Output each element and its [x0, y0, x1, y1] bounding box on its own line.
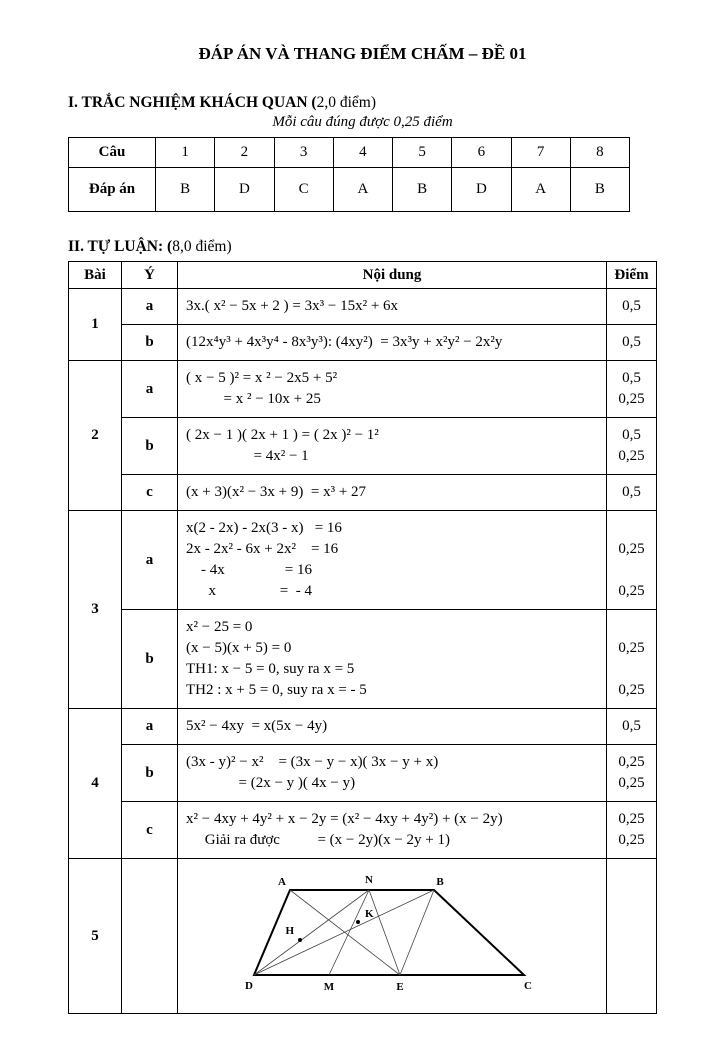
question-row	[69, 138, 630, 168]
point-h-dot	[298, 938, 302, 942]
y-4a: a	[122, 709, 178, 745]
content-line: ( 2x − 1 )( 2x + 1 ) = ( 2x )² − 1²	[186, 427, 379, 443]
section1-heading-rest: 2,0 điểm)	[316, 94, 376, 111]
content-1b	[178, 325, 607, 361]
score-4c	[607, 802, 657, 859]
score-2a	[607, 361, 657, 418]
score-line: 0,25	[618, 640, 645, 656]
y-2a: a	[122, 361, 178, 418]
section1-note: Mỗi câu đúng được 0,25 điểm	[272, 114, 453, 130]
figure-label-a: A	[278, 876, 286, 888]
answer-cell: B	[570, 168, 629, 212]
answer-cell: C	[274, 168, 333, 212]
figure-label-b: B	[436, 876, 444, 888]
content-line: TH2 : x + 5 = 0, suy ra x = - 5	[186, 682, 367, 698]
content-line: ( x − 5 )² = x ² − 2x5 + 5²	[186, 370, 338, 386]
content-line: - 4x = 16	[186, 562, 312, 578]
y-1a: a	[122, 289, 178, 325]
score-line: 0,25	[618, 811, 645, 827]
figure-label-d: D	[245, 980, 253, 992]
score-line	[609, 659, 654, 680]
score-line: 0,5	[622, 484, 641, 500]
row-4a	[69, 709, 657, 745]
content-line: TH1: x − 5 = 0, suy ra x = 5	[186, 661, 355, 677]
answer-cell: D	[452, 168, 511, 212]
answer-cell: A	[333, 168, 392, 212]
content-line: x = - 4	[186, 583, 312, 599]
y-3a: a	[122, 511, 178, 610]
figure-label-e: E	[396, 981, 404, 993]
score-line: 0,25	[618, 583, 645, 599]
row-3b	[69, 610, 657, 709]
score-line: 0,25	[618, 682, 645, 698]
content-line: Giải ra được = (x − 2y)(x − 2y + 1)	[186, 832, 451, 848]
figure-label-h: H	[285, 925, 294, 937]
score-3a	[607, 511, 657, 610]
content-line: (12x⁴y³ + 4x³y⁴ - 8x³y³): (4xy²) = 3x³y + x²y² − 2x²y	[186, 334, 503, 350]
row-5	[69, 859, 657, 1014]
content-line: = x ² − 10x + 25	[186, 391, 321, 407]
content-5	[178, 859, 607, 1014]
content-line: x(2 - 2x) - 2x(3 - x) = 16	[186, 520, 342, 536]
question-cell: 2	[215, 138, 274, 168]
score-line: 0,25	[618, 832, 645, 848]
section2-heading-rest: 8,0 điểm)	[172, 238, 232, 255]
row-1b	[69, 325, 657, 361]
y-3b: b	[122, 610, 178, 709]
content-line: x² − 25 = 0	[186, 619, 253, 635]
content-3b	[178, 610, 607, 709]
question-cell: 4	[333, 138, 392, 168]
content-4c	[178, 802, 607, 859]
content-line: = (2x − y )( 4x − y)	[186, 775, 356, 791]
content-1a	[178, 289, 607, 325]
y-2b: b	[122, 418, 178, 475]
content-4b	[178, 745, 607, 802]
answer-cell: B	[156, 168, 215, 212]
score-line: 0,25	[618, 754, 645, 770]
figure-label-m: M	[323, 981, 335, 993]
header-y: Ý	[122, 262, 178, 289]
figure-label-c: C	[524, 980, 532, 992]
score-1a	[607, 289, 657, 325]
section1-heading-bold: I. TRẮC NGHIỆM KHÁCH QUAN (	[68, 94, 317, 111]
score-line: 0,5	[622, 334, 641, 350]
section2-heading-bold: II. TỰ LUẬN: (	[68, 238, 173, 255]
geometry-figure-wrap	[186, 866, 598, 1006]
score-2c	[607, 475, 657, 511]
score-line	[609, 560, 654, 581]
row-2a	[69, 361, 657, 418]
score-line: 0,5	[622, 718, 641, 734]
score-line: 0,5	[622, 298, 641, 314]
question-row-label: Câu	[69, 138, 156, 168]
row-2b	[69, 418, 657, 475]
row-1a	[69, 289, 657, 325]
score-4a	[607, 709, 657, 745]
answer-cell: A	[511, 168, 570, 212]
bai-3: 3	[69, 511, 122, 709]
question-cell: 5	[393, 138, 452, 168]
question-cell: 8	[570, 138, 629, 168]
tuluan-header-row	[69, 262, 657, 289]
question-cell: 1	[156, 138, 215, 168]
answer-cell: B	[393, 168, 452, 212]
content-2a	[178, 361, 607, 418]
content-line: (x − 5)(x + 5) = 0	[186, 640, 292, 656]
score-2b	[607, 418, 657, 475]
question-cell: 6	[452, 138, 511, 168]
content-3a	[178, 511, 607, 610]
row-2c	[69, 475, 657, 511]
figure-label-k: K	[365, 908, 374, 920]
answer-row-label: Đáp án	[69, 168, 156, 212]
content-line: = 4x² − 1	[186, 448, 309, 464]
row-3a	[69, 511, 657, 610]
y-5	[122, 859, 178, 1014]
question-cell: 7	[511, 138, 570, 168]
answer-row	[69, 168, 630, 212]
bai-5: 5	[69, 859, 122, 1014]
bai-2: 2	[69, 361, 122, 511]
content-line: 3x.( x² − 5x + 2 ) = 3x³ − 15x² + 6x	[186, 298, 399, 314]
objective-answers-table	[68, 137, 630, 212]
bai-1: 1	[69, 289, 122, 361]
row-4b	[69, 745, 657, 802]
bai-4: 4	[69, 709, 122, 859]
score-line: 0,25	[618, 541, 645, 557]
header-bai: Bài	[69, 262, 122, 289]
y-1b: b	[122, 325, 178, 361]
score-line: 0,25	[618, 775, 645, 791]
content-line: (3x - y)² − x² = (3x − y − x)( 3x − y + x)	[186, 754, 439, 770]
y-4b: b	[122, 745, 178, 802]
content-line: (x + 3)(x² − 3x + 9) = x³ + 27	[186, 484, 367, 500]
y-2c: c	[122, 475, 178, 511]
score-line	[609, 518, 654, 539]
tuluan-table	[68, 261, 657, 1014]
point-k-dot	[356, 920, 360, 924]
geometry-figure	[242, 872, 542, 997]
question-cell: 3	[274, 138, 333, 168]
page-title: ĐÁP ÁN VÀ THANG ĐIỂM CHẤM – ĐỀ 01	[198, 44, 527, 63]
score-line	[609, 617, 654, 638]
row-4c	[69, 802, 657, 859]
score-1b	[607, 325, 657, 361]
score-line: 0,5	[622, 370, 641, 386]
answer-cell: D	[215, 168, 274, 212]
score-3b	[607, 610, 657, 709]
score-5	[607, 859, 657, 1014]
content-line: 5x² − 4xy = x(5x − 4y)	[186, 718, 328, 734]
header-noidung: Nội dung	[178, 262, 607, 289]
score-line: 0,25	[618, 448, 645, 464]
figure-label-n: N	[365, 874, 373, 886]
section2-heading	[68, 238, 657, 256]
section1-heading	[68, 94, 657, 112]
content-line: x² − 4xy + 4y² + x − 2y = (x² − 4xy + 4y²) + (x − 2y)	[186, 811, 503, 827]
score-line: 0,5	[622, 427, 641, 443]
content-4a	[178, 709, 607, 745]
content-2c	[178, 475, 607, 511]
y-4c: c	[122, 802, 178, 859]
score-4b	[607, 745, 657, 802]
header-diem: Điểm	[607, 262, 657, 289]
score-line: 0,25	[618, 391, 645, 407]
content-2b	[178, 418, 607, 475]
content-line: 2x - 2x² - 6x + 2x² = 16	[186, 541, 339, 557]
